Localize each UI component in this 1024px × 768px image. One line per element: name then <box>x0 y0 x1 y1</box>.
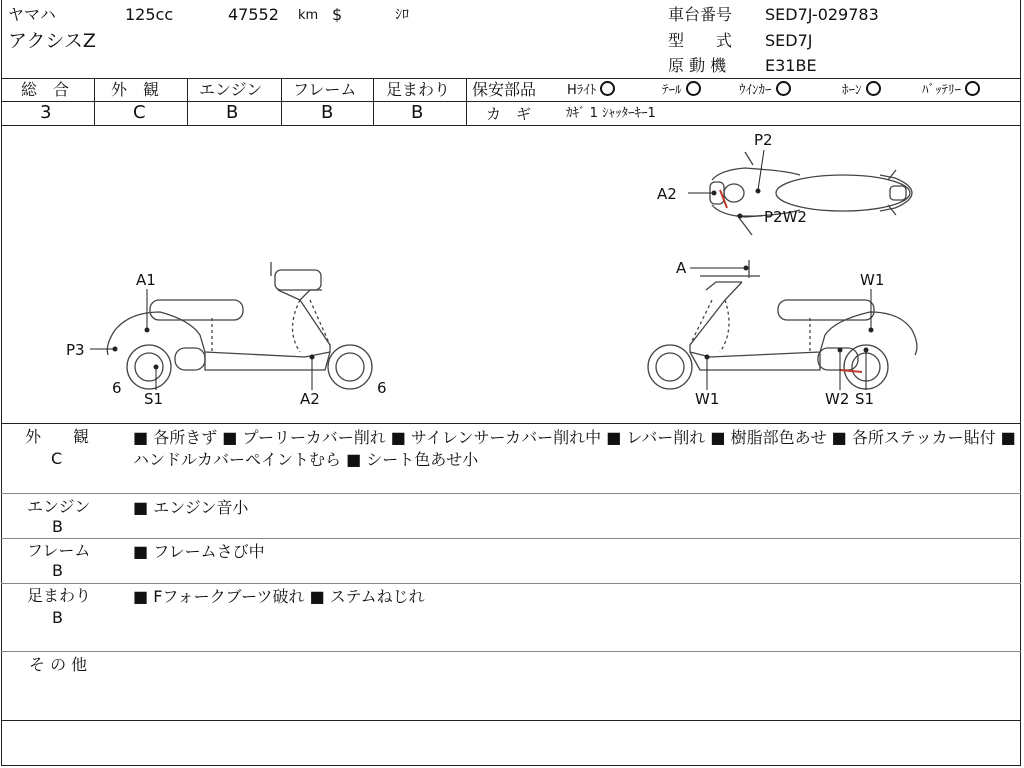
mileage-unit: km <box>298 8 319 23</box>
color: ｼﾛ <box>395 7 409 23</box>
section-engine-text: ■ エンジン音小 <box>133 498 249 517</box>
label-w1-right: W1 <box>695 390 720 408</box>
maker: ヤマハ <box>8 5 56 24</box>
label-w2-right: W2 <box>825 390 850 408</box>
currency-mark: $ <box>332 5 343 24</box>
safety-item-winker: ｳｲﾝｶｰ <box>739 81 791 101</box>
suspension-label: 足まわり <box>386 80 451 99</box>
engine-label: エンジン <box>199 80 263 99</box>
section-exterior-label: 外 観 <box>25 427 90 446</box>
exterior-label: 外 観 <box>111 80 160 99</box>
section-frame-grade: B <box>52 561 63 580</box>
divider <box>1 651 1021 652</box>
section-engine-label: エンジン <box>27 497 91 516</box>
label-a2: A2 <box>657 185 677 203</box>
safety-item-headlight: Hﾗｲﾄ <box>567 81 615 101</box>
safety-item-tail: ﾃｰﾙ <box>662 81 701 101</box>
label-p3: P3 <box>66 341 85 359</box>
frame-no: SED7J-029783 <box>765 5 879 24</box>
frame-no-label: 車台番号 <box>668 5 733 24</box>
label-p2: P2 <box>754 131 773 149</box>
label-a2-left: A2 <box>300 390 320 408</box>
section-frame-label: フレーム <box>27 541 91 560</box>
divider <box>1 493 1021 494</box>
section-suspension-grade: B <box>52 608 63 627</box>
key-value: ｶｷﾞ 1 ｼｬｯﾀｰｷｰ1 <box>566 106 656 121</box>
safety-item-battery: ﾊﾞｯﾃﾘｰ <box>922 81 980 101</box>
section-engine-grade: B <box>52 517 63 536</box>
suspension-grade: B <box>411 102 424 123</box>
mileage: 47552 <box>228 5 279 24</box>
model-name: アクシスZ <box>8 30 96 52</box>
leader-lines <box>90 150 873 390</box>
exterior-grade: C <box>133 102 146 123</box>
section-suspension-text: ■ Fフォークブーツ破れ ■ ステムねじれ <box>133 587 425 606</box>
frame-grade: B <box>321 102 334 123</box>
divider <box>1 538 1021 539</box>
overall-grade: 3 <box>40 102 52 123</box>
label-p2w2: P2W2 <box>764 208 807 226</box>
label-s1-right: S1 <box>855 390 875 408</box>
engine-no: E31BE <box>765 56 817 75</box>
label-s1-left: S1 <box>144 390 164 408</box>
label-6-front: 6 <box>377 379 387 397</box>
label-a-right: A <box>676 259 687 277</box>
displacement: 125cc <box>125 5 174 24</box>
model-type: SED7J <box>765 31 813 50</box>
scooter-top-view <box>710 152 912 235</box>
divider <box>1 720 1021 721</box>
key-label: カ ギ <box>486 105 532 123</box>
safety-item-horn: ﾎｰﾝ <box>842 81 881 101</box>
section-frame-text: ■ フレームさび中 <box>133 542 265 561</box>
section-exterior-text: ■ 各所きず ■ プーリーカバー削れ ■ サイレンサーカバー削れ中 ■ レバー削れ ■ 樹脂部色あせ ■ 各所ステッカー貼付 ■ ハンドルカバーペイントむら ■ シート色あせ小 <box>133 428 1016 469</box>
divider <box>1 583 1021 584</box>
label-6-rear: 6 <box>112 379 122 397</box>
frame-label: フレーム <box>293 80 357 99</box>
engine-no-label: 原 動 機 <box>668 56 727 75</box>
divider <box>1 423 1021 424</box>
section-exterior-grade: C <box>51 449 63 468</box>
safety-label: 保安部品 <box>472 80 537 99</box>
label-w1-right-top: W1 <box>860 271 885 289</box>
label-a1: A1 <box>136 271 156 289</box>
section-suspension-label: 足まわり <box>27 586 92 605</box>
section-other-label: そ の 他 <box>29 655 88 674</box>
model-type-label: 型 式 <box>668 31 733 50</box>
overall-label: 総 合 <box>21 80 70 99</box>
engine-grade: B <box>226 102 239 123</box>
